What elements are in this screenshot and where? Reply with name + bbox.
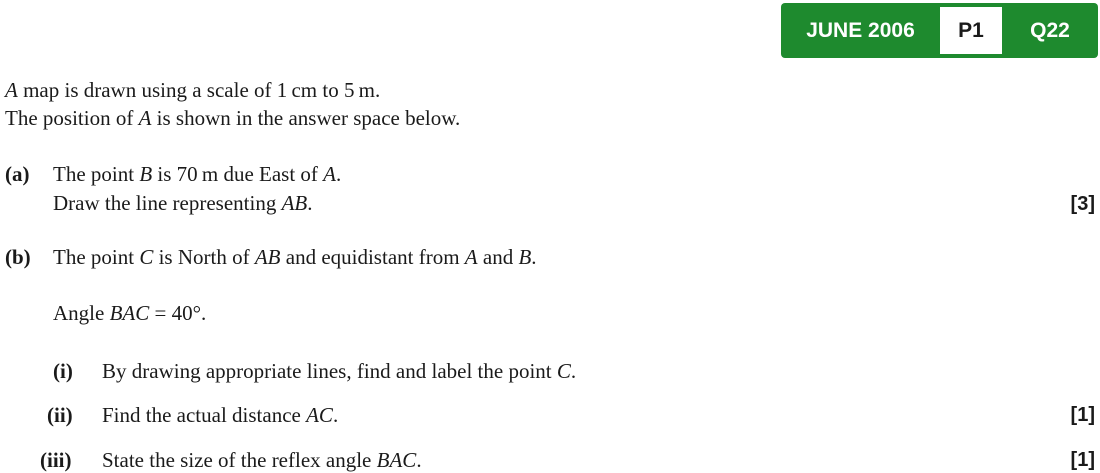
part-a-marks: [3]	[1070, 193, 1095, 215]
exam-reference-badge	[781, 3, 1098, 58]
paper-number: P1	[940, 7, 1002, 54]
part-b-iii-text: State the size of the reflex angle BAC.	[102, 448, 422, 472]
part-b-i-label: (i)	[53, 359, 73, 383]
part-b-ii-text: Find the actual distance AC.	[102, 403, 339, 427]
part-b-iii-marks: [1]	[1070, 449, 1095, 471]
intro-position-text: The position of A is shown in the answer space below.	[5, 106, 461, 130]
part-b-ii-label: (ii)	[47, 403, 73, 427]
question-number: Q22	[1030, 18, 1070, 42]
part-b-i-text: By drawing appropriate lines, find and label the point C.	[102, 359, 577, 383]
part-b-text-1: The point C is North of AB and equidistant from A and B.	[53, 245, 537, 269]
intro-scale-text: A map is drawn using a scale of 1 cm to 5 m.	[5, 78, 381, 102]
part-b-iii-label: (iii)	[40, 448, 72, 472]
part-a-label: (a)	[5, 162, 30, 186]
part-b-label: (b)	[5, 245, 31, 269]
exam-session: JUNE 2006	[806, 18, 915, 42]
part-a-text-2: Draw the line representing AB.	[53, 191, 313, 215]
part-a-text-1: The point B is 70 m due East of A.	[53, 162, 342, 186]
part-b-angle-text: Angle BAC = 40°.	[53, 301, 207, 325]
part-b-ii-marks: [1]	[1070, 404, 1095, 426]
